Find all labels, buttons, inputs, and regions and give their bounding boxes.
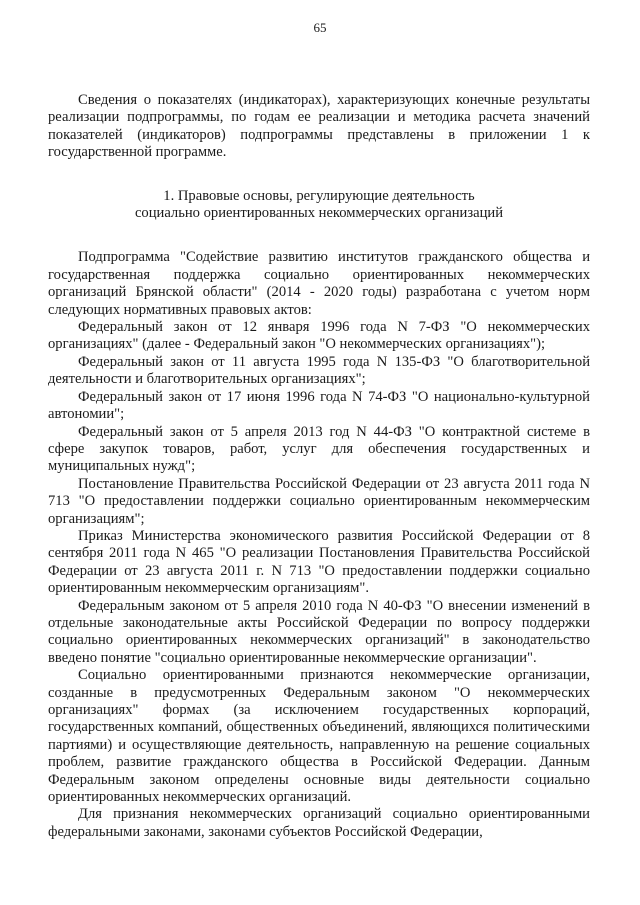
section-heading [48, 188, 590, 223]
paragraph-definition: Социально ориентированными признаются некоммерческие организации, созданные в предусмотренных Федеральным законом "О некоммерческих организациях" формах (за исключением государственных корпораций, государственных компаний, общественных объединений, являющихся политическими партиями) и осуществляющие деятельность, направленную на решение социальных проблем, развитие гражданского общества в Российской Федерации. Данным Федеральным законом определены основные виды деятельности социально ориентированных некоммерческих организаций. [48, 667, 590, 806]
section-heading-line-1: 1. Правовые основы, регулирующие деятельность [163, 187, 475, 204]
paragraph-law-135fz: Федеральный закон от 11 августа 1995 года N 135-ФЗ "О благотворительной деятельности и благотворительных организациях"; [48, 353, 590, 388]
paragraph-law-40fz: Федеральным законом от 5 апреля 2010 года N 40-ФЗ "О внесении изменений в отдельные законодательные акты Российской Федерации по вопросу поддержки социально ориентированных некоммерческих организаций" в законодательство введено понятие "социально ориентированные некоммерческие организации". [48, 597, 590, 666]
document-body [48, 92, 590, 841]
paragraph-law-74fz: Федеральный закон от 17 июня 1996 года N 74-ФЗ "О национально-культурной автономии"; [48, 388, 590, 423]
paragraph-order-465: Приказ Министерства экономического развития Российской Федерации от 8 сентября 2011 года N 465 "О реализации Постановления Правительства Российской Федерации от 23 августа 2011 г. N 713 "О предоставлении поддержки социально ориентированным некоммерческим организациям". [48, 527, 590, 597]
paragraph-law-7fz: Федеральный закон от 12 января 1996 года N 7-ФЗ "О некоммерческих организациях" (далее - Федеральный закон "О некоммерческих организациях"); [48, 319, 590, 353]
paragraph-recognition: Для признания некоммерческих организаций социально ориентированными федеральными законами, законами субъектов Российской Федерации, [48, 806, 590, 840]
paragraph-resolution-713: Постановление Правительства Российской Федерации от 23 августа 2011 года N 713 "О предоставлении поддержки социально ориентированным некоммерческим организациям"; [48, 475, 590, 527]
paragraph-subprogram: Подпрограмма "Содействие развитию институтов гражданского общества и государственная поддержка социально ориентированных некоммерческих организаций Брянской области" (2014 - 2020 годы) разработана с учетом норм следующих нормативных правовых актов: [48, 249, 590, 318]
page-number: 65 [313, 20, 327, 35]
section-heading-line-2: социально ориентированных некоммерческих организаций [134, 205, 504, 222]
intro-paragraph: Сведения о показателях (индикаторах), характеризующих конечные результаты реализации подпрограммы, по годам ее реализации и методика расчета значений показателей (индикаторов) подпрограммы представлены в приложении 1 к государственной программе. [48, 92, 590, 161]
paragraph-law-44fz: Федеральный закон от 5 апреля 2013 год N 44-ФЗ "О контрактной системе в сфере закупок товаров, работ, услуг для обеспечения государственных и муниципальных нужд"; [48, 423, 590, 475]
